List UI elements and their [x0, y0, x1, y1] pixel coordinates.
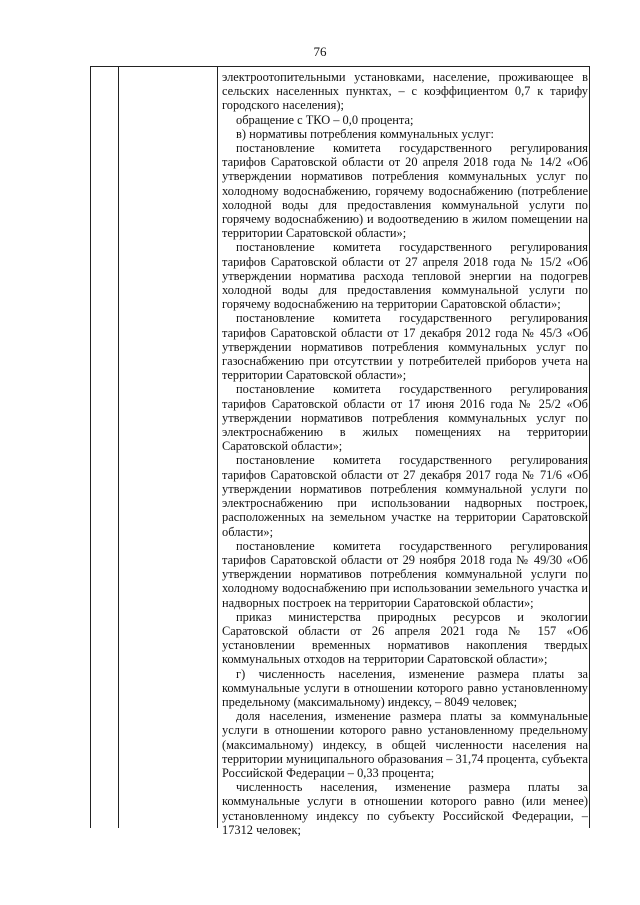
- paragraph-norms-heading: в) нормативы потребления коммунальных услуг:: [236, 126, 494, 141]
- paragraph-resolution-45-3: постановление комитета государственного регулирования тарифов Саратовской области от 17 декабря 2012 года № 45/3 «Об утверждении нормативов потребления коммунальных услуг по газоснабжению при отсутствии у потребителей приборов учета на территории Саратовской области»;: [222, 311, 588, 383]
- paragraph-resolution-15-2: постановление комитета государственного регулирования тарифов Саратовской области от 27 апреля 2018 года № 15/2 «Об утверждении норматива расхода тепловой энергии на подогрев холодной воды для предоставления коммунальной услуги по горячему водоснабжению на территории Саратовской области»;: [222, 240, 588, 312]
- paragraph-population-share: доля населения, изменение размера платы за коммунальные услуги в отношении которого равно установленному предельному (максимальному) индексу, в общей численности населения на территории муниципального образования – 31,74 процента, субъекта Российской Федерации – 0,33 процента;: [222, 709, 588, 780]
- paragraph-order-157: приказ министерства природных ресурсов и экологии Саратовской области от 26 апреля 2021 года № 157 «Об установлении временных нормативов накопления твердых коммунальных отходов на территории Саратовской области»;: [222, 609, 588, 667]
- paragraph-tko: обращение с ТКО – 0,0 процента;: [236, 112, 414, 127]
- paragraph-resolution-71-6: постановление комитета государственного регулирования тарифов Саратовской области от 27 декабря 2017 года № 71/6 «Об утверждении нормативов потребления коммунальной услуги по электроснабжению при использовании надворных построек, расположенных на земельном участке на территории Саратовской области»;: [222, 453, 588, 539]
- paragraph-resolution-14-2: постановление комитета государственного регулирования тарифов Саратовской области от 20 апреля 2018 года № 14/2 «Об утверждении нормативов потребления коммунальных услуг по холодному водоснабжению, горячему водоснабжению (потребление холодной воды для предоставления коммунальной услуги по горячему водоснабжению) и водоотведению в жилом помещении на территории Саратовской области»;: [222, 141, 588, 241]
- table-cell-text: [222, 70, 588, 837]
- paragraph-resolution-49-30: постановление комитета государственного регулирования тарифов Саратовской области от 29 ноября 2018 года № 49/30 «Об утверждении нормативов потребления коммунальной услуги по холодному водоснабжению при использовании земельного участка и надворных построек на территории Саратовской области»;: [222, 538, 588, 610]
- table-column-divider-2: [217, 67, 218, 828]
- paragraph-continuation: электроотопительными установками, население, проживающее в сельских населенных пунктах, – с коэффициентом 0,7 к тарифу городского населения);: [222, 70, 588, 113]
- table-column-divider-1: [118, 67, 119, 828]
- document-table: [90, 66, 590, 837]
- table-right-border: [589, 67, 590, 828]
- page-number: 76: [313, 44, 327, 59]
- paragraph-population-count: г) численность населения, изменение размера платы за коммунальные услуги в отношении которого равно установленному предельному (максимальному) индексу, – 8049 человек;: [222, 666, 588, 709]
- paragraph-population-below-index: численность населения, изменение размера платы за коммунальные услуги в отношении которого равно (или менее) установленному индексу по субъекту Российской Федерации, – 17312 человек;: [222, 780, 588, 837]
- paragraph-resolution-25-2: постановление комитета государственного регулирования тарифов Саратовской области от 17 июня 2016 года № 25/2 «Об утверждении нормативов потребления коммунальных услуг по электроснабжению в жилых помещениях на территории Саратовской области»;: [222, 382, 588, 454]
